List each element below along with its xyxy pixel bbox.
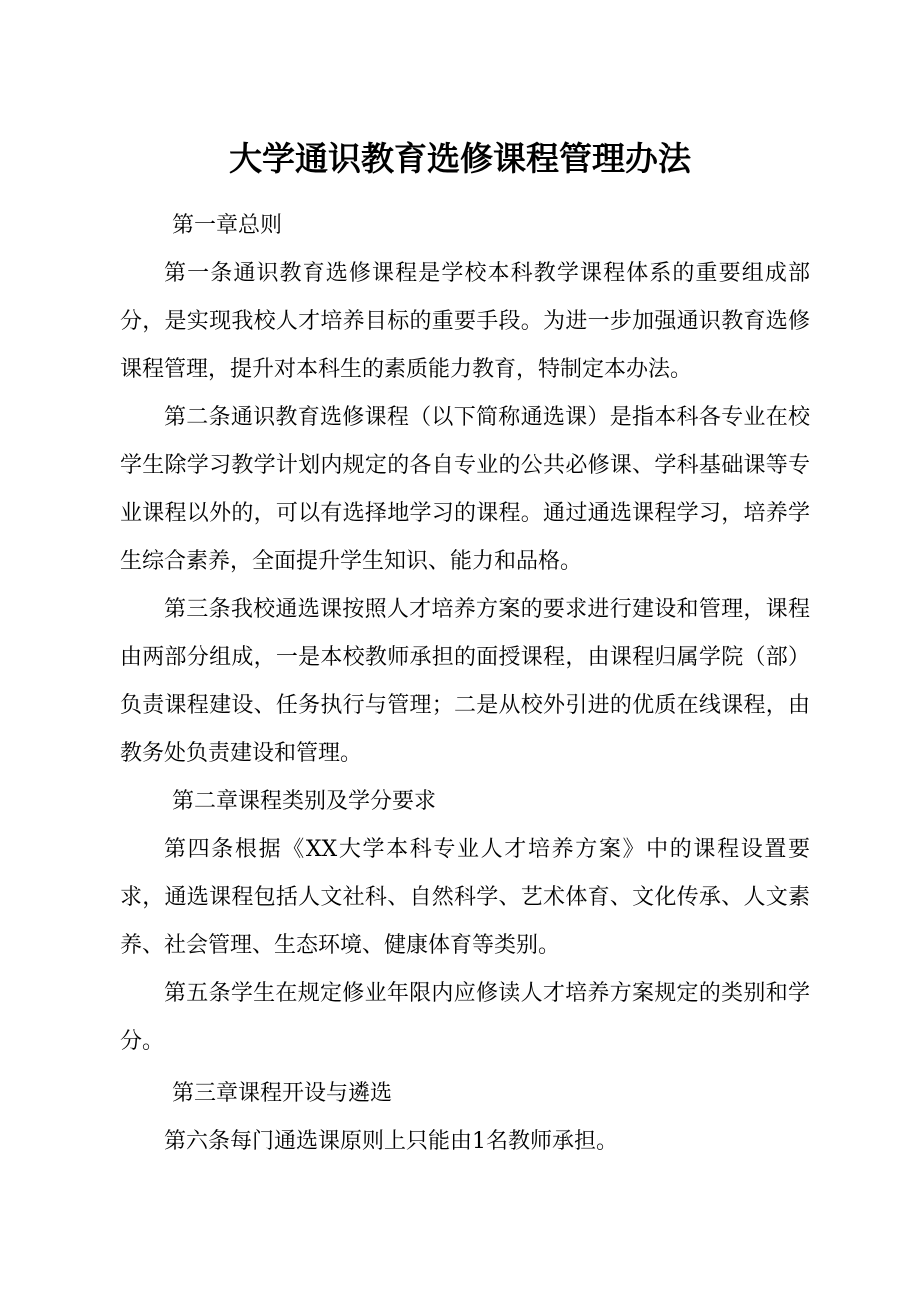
document-title: 大学通识教育选修课程管理办法 [229, 139, 691, 178]
chapter-heading: 第二章课程类别及学分要求 [172, 789, 437, 814]
article-paragraph: 第四条根据《XX大学本科专业人才培养方案》中的课程设置要求，通选课程包括人文社科、自然科学、艺术体育、文化传承、人文素养、社会管理、生态环境、健康体育等类别。 [120, 837, 810, 958]
article-paragraph: 第二条通识教育选修课程（以下简称通选课）是指本科各专业在校学生除学习教学计划内规定的各自专业的公共必修课、学科基础课等专业课程以外的，可以有选择地学习的课程。通过通选课程学习，培养学生综合素养，全面提升学生知识、能力和品格。 [120, 405, 810, 574]
article-paragraph: 第一条通识教育选修课程是学校本科教学课程体系的重要组成部分，是实现我校人才培养目标的重要手段。为进一步加强通识教育选修课程管理，提升对本科生的素质能力教育，特制定本办法。 [120, 261, 810, 382]
chapter-heading: 第一章总则 [172, 213, 283, 238]
chapter-heading: 第三章课程开设与遴选 [172, 1081, 393, 1106]
article-paragraph: 第三条我校通选课按照人才培养方案的要求进行建设和管理，课程由两部分组成，一是本校教师承担的面授课程，由课程归属学院（部）负责课程建设、任务执行与管理；二是从校外引进的优质在线课程，由教务处负责建设和管理。 [120, 597, 810, 766]
article-paragraph: 第五条学生在规定修业年限内应修读人才培养方案规定的类别和学分。 [120, 981, 810, 1054]
document-body [120, 202, 810, 1166]
article-paragraph: 第六条每门通选课原则上只能由1名教师承担。 [164, 1129, 618, 1154]
